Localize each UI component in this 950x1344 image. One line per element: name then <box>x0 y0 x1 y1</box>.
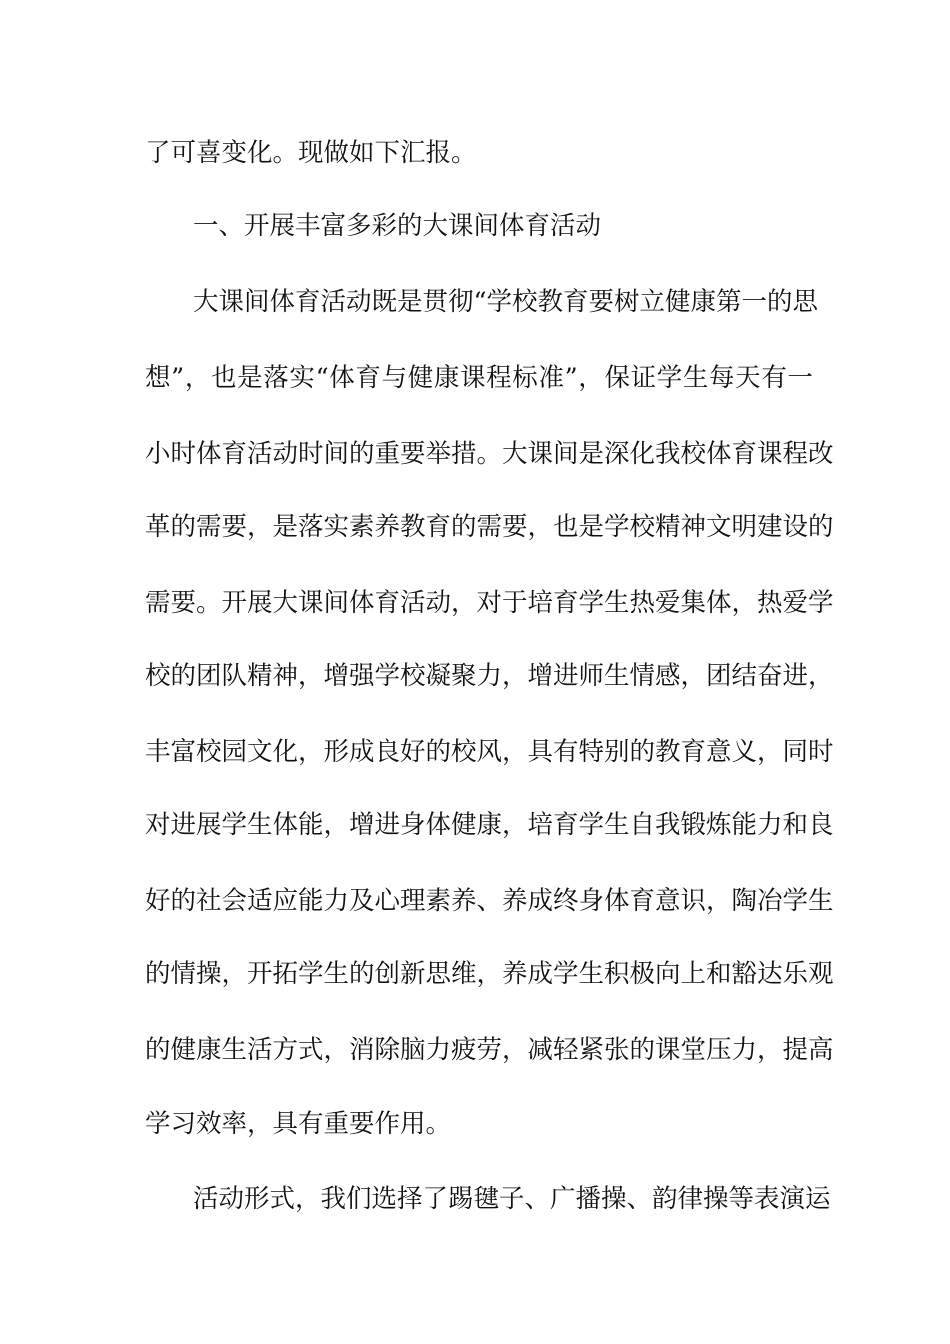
text-line: 小时体育活动时间的重要举措。大课间是深化我校体育课程改 <box>145 439 834 469</box>
text-line: 校的团队精神，增强学校凝聚力，增进师生情感，团结奋进， <box>145 661 834 691</box>
text-line: 活动形式，我们选择了踢毽子、广播操、韵律操等表演运 <box>193 1184 831 1214</box>
text-line: 大课间体育活动既是贯彻“学校教育要树立健康第一的思 <box>193 287 819 317</box>
text-line: 革的需要，是落实素养教育的需要，也是学校精神文明建设的 <box>145 512 834 542</box>
text-line: 好的社会适应能力及心理素养、养成终身体育意识，陶冶学生 <box>145 886 834 916</box>
text-line: 想”，也是落实“体育与健康课程标准”，保证学生每天有一 <box>145 363 813 393</box>
text-line: 对进展学生体能，增进身体健康，培育学生自我锻炼能力和良 <box>145 810 834 840</box>
text-line: 学习效率，具有重要作用。 <box>145 1109 452 1139</box>
text-line: 需要。开展大课间体育活动，对于培育学生热爱集体，热爱学 <box>145 588 834 618</box>
text-line: 了可喜变化。现做如下汇报。 <box>145 138 477 168</box>
text-line: 丰富校园文化，形成良好的校风，具有特别的教育意义，同时 <box>145 737 834 767</box>
text-line: 的情操，开拓学生的创新思维，养成学生积极向上和豁达乐观 <box>145 959 834 989</box>
text-line: 的健康生活方式，消除脑力疲劳，减轻紧张的课堂压力，提高 <box>145 1035 834 1065</box>
section-heading: 一、开展丰富多彩的大课间体育活动 <box>193 211 602 241</box>
